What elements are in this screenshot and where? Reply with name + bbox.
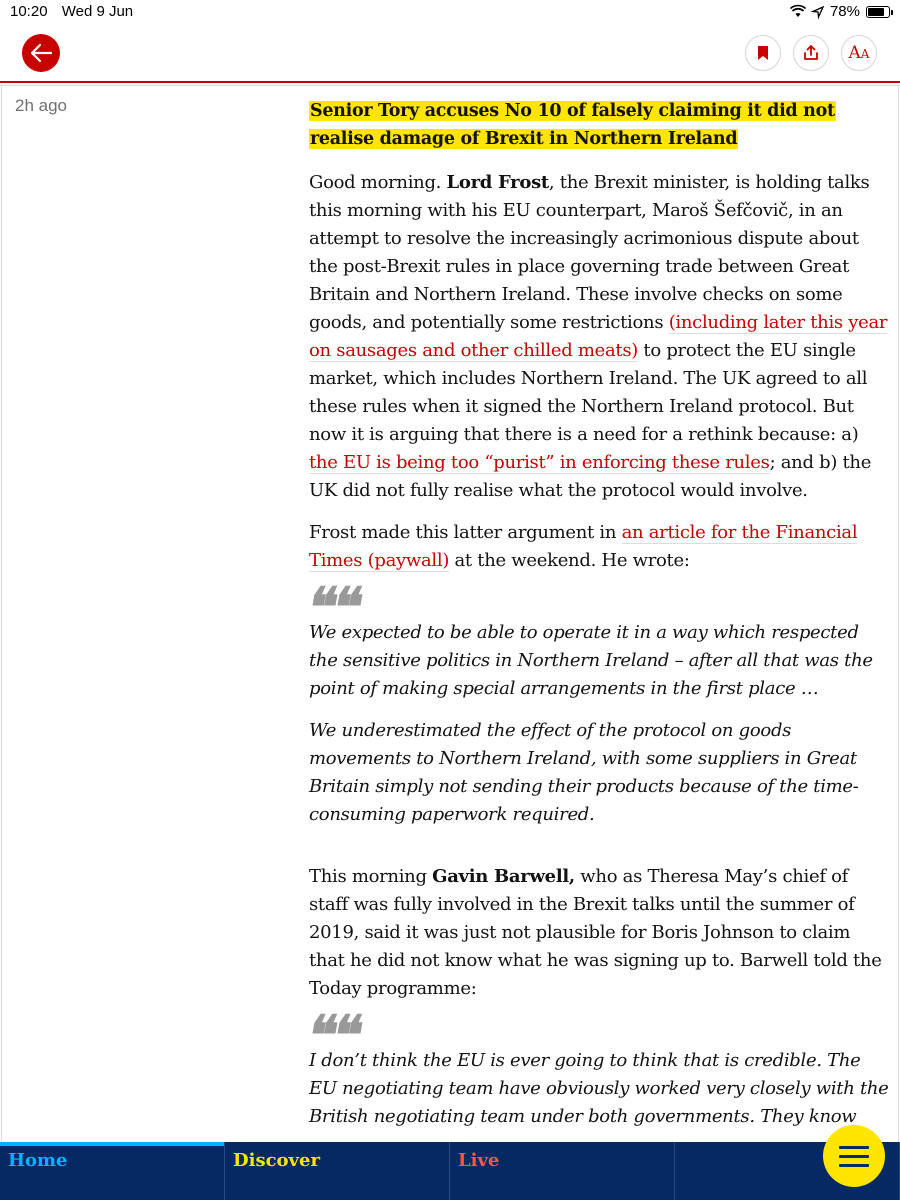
quote-2: I don’t think the EU is ever going to think that is credible. The EU negotiating team have obviously worked very closely with the British negotiating team under both governments. They know	[309, 1050, 889, 1127]
arrow-left-icon	[30, 43, 52, 63]
quote-mark-icon: ❝❝	[302, 575, 365, 639]
quote-1-para-2: We underestimated the effect of the protocol on goods movements to Northern Ireland, with some suppliers in Great Britain simply not sending their products because of the time-consuming paperwork required.	[309, 720, 859, 825]
person-name: Gavin Barwell,	[432, 866, 575, 887]
location-arrow-icon	[812, 6, 824, 18]
share-button[interactable]	[793, 35, 829, 71]
text-size-icon: AA	[848, 43, 870, 63]
battery-percentage: 78%	[829, 3, 860, 20]
bookmark-button[interactable]	[745, 35, 781, 71]
status-time: 10:20	[10, 3, 48, 20]
paragraph-3: This morning Gavin Barwell, who as Theresa May’s chief of staff was fully involved in the Brexit talks until the summer of 2019, said it was just not plausible for Boris Johnson to claim that he did not know what he was signing up to. Barwell told the Today programme:	[309, 866, 882, 999]
wifi-icon	[790, 6, 806, 18]
live-blog-post	[302, 97, 889, 1142]
link-ft-article[interactable]: an article for the Financial Times (paywall)	[309, 522, 858, 571]
menu-button[interactable]	[823, 1125, 885, 1187]
article-toolbar	[0, 24, 900, 82]
nav-discover[interactable]: Discover	[225, 1142, 450, 1200]
battery-icon	[866, 6, 890, 18]
share-icon	[802, 44, 820, 62]
bookmark-icon	[757, 45, 769, 61]
status-bar	[0, 0, 900, 24]
link-sausages[interactable]: (including later this year on sausages and other chilled meats)	[309, 312, 888, 361]
back-button[interactable]	[22, 34, 60, 72]
quote-mark-icon: ❝❝	[302, 1003, 365, 1067]
hamburger-menu-icon	[839, 1146, 869, 1167]
toolbar-divider	[0, 81, 900, 83]
battery-fill	[868, 8, 884, 16]
paragraph-1: Good morning. Lord Frost, the Brexit minister, is holding talks this morning with his EU counterpart, Maroš Šefčovič, in an attempt to resolve the increasingly acrimonious dispute about the post-Brexit rules in place governing trade between Great Britain and Northern Ireland. These involve checks on some goods, and potentially some restrictions (including later this year on sausages and other chilled meats) to protect the EU single market, which includes Northern Ireland. The UK agreed to all these rules when it signed the Northern Ireland protocol. But now it is arguing that there is a need for a rethink because: a) the EU is being too “purist” in enforcing these rules; and b) the UK did not fully realise what the protocol would involve.	[309, 172, 888, 501]
block-right-border	[898, 86, 899, 1142]
block-left-border	[1, 86, 2, 1142]
nav-live[interactable]: Live	[450, 1142, 675, 1200]
person-name: Lord Frost	[446, 172, 549, 193]
nav-home[interactable]: Home	[0, 1142, 225, 1200]
quote-1-para-1: We expected to be able to operate it in a way which respected the sensitive politics in Northern Ireland – after all that was the point of making special arrangements in the first place …	[309, 622, 873, 699]
post-headline: Senior Tory accuses No 10 of falsely claiming it did not realise damage of Brexit in Northern Ireland	[310, 101, 835, 149]
post-timestamp: 2h ago	[15, 96, 67, 115]
paragraph-2: Frost made this latter argument in an article for the Financial Times (paywall) at the weekend. He wrote:	[309, 522, 858, 571]
status-date: Wed 9 Jun	[61, 3, 134, 20]
link-purist[interactable]: the EU is being too “purist” in enforcing these rules	[309, 452, 770, 473]
block-top-divider	[0, 85, 900, 86]
text-size-button[interactable]	[841, 35, 877, 71]
bottom-navigation	[0, 1142, 900, 1200]
